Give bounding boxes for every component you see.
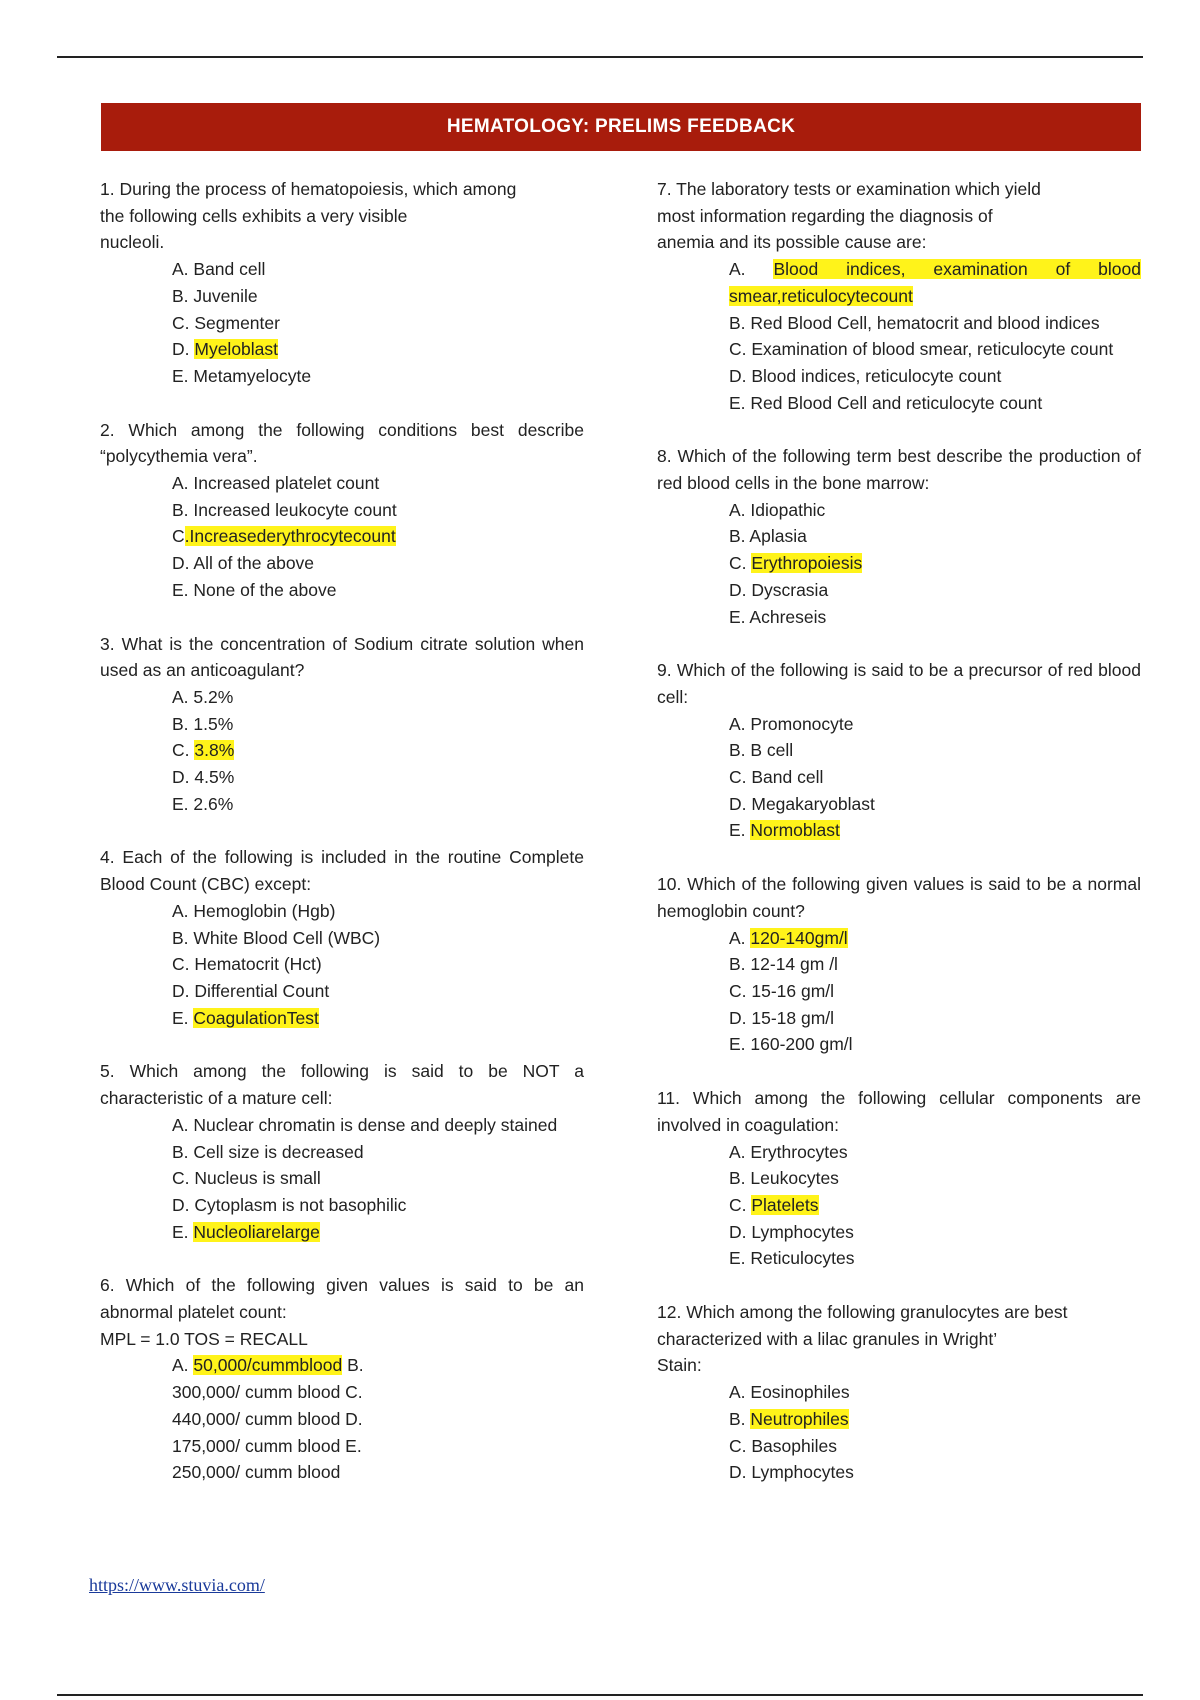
question-6-stem: 6. Which of the following given values is said to be an abnormal platelet count:	[100, 1275, 584, 1323]
option-e: E. Red Blood Cell and reticulocyte count	[729, 392, 1043, 413]
option-line	[172, 1352, 584, 1379]
option-e: E. 160-200 gm/l	[729, 1034, 853, 1055]
question-9-stem: 9. Which of the following is said to be a precursor of red blood cell:	[657, 660, 1141, 707]
question-5	[100, 1058, 584, 1245]
option-letter: E.	[729, 820, 751, 841]
question-10-stem: 10. Which of the following given values is said to be a normal hemoglobin count?	[657, 874, 1141, 921]
page-title: HEMATOLOGY: PRELIMS FEEDBACK	[446, 116, 796, 137]
option-a: A. Idiopathic	[729, 499, 826, 520]
option-b: B. Red Blood Cell, hematocrit and blood indices	[729, 312, 1100, 333]
option-c: C. 15-16 gm/l	[729, 980, 835, 1001]
option-a: A. Band cell	[172, 259, 266, 280]
question-6	[100, 1272, 584, 1486]
question-stem-line: 12. Which among the following granulocytes are best	[657, 1302, 1068, 1323]
question-2	[100, 417, 584, 604]
highlighted-answer: .Increasederythrocytecount	[184, 526, 396, 547]
question-stem-line: Stain:	[657, 1355, 702, 1376]
question-10	[657, 871, 1141, 1058]
option-d: D. Dyscrasia	[729, 579, 829, 600]
option-b	[729, 1406, 1141, 1433]
question-11-stem: 11. Which among the following cellular components are involved in coagulation:	[657, 1088, 1141, 1135]
option-c: C. Nucleus is small	[172, 1168, 321, 1189]
highlighted-answer: Neutrophiles	[750, 1408, 849, 1429]
option-e: E. Reticulocytes	[729, 1248, 855, 1269]
option-c	[172, 737, 584, 764]
option-a: A. Increased platelet count	[172, 473, 380, 494]
option-letter: E.	[172, 1007, 194, 1028]
question-5-stem: 5. Which among the following is said to be NOT a characteristic of a mature cell:	[100, 1061, 584, 1109]
question-stem-line: 7. The laboratory tests or examination which yield	[657, 179, 1041, 199]
option-d: D. Differential Count	[172, 980, 330, 1001]
option-letter: D.	[172, 339, 195, 360]
question-11	[657, 1085, 1141, 1272]
question-6-options	[100, 1352, 584, 1486]
question-10-options	[657, 925, 1141, 1059]
question-6-note: MPL = 1.0 TOS = RECALL	[100, 1328, 308, 1349]
highlighted-answer: 3.8%	[194, 740, 235, 761]
option-d: D. 4.5%	[172, 767, 235, 788]
option-a: A. Erythrocytes	[729, 1141, 848, 1162]
option-letter: A.	[172, 1355, 194, 1376]
highlighted-answer: Myeloblast	[194, 339, 279, 360]
option-a: A. Nuclear chromatin is dense and deeply stained	[172, 1114, 558, 1135]
highlighted-answer: Normoblast	[750, 820, 840, 841]
option-letter: E.	[172, 1221, 194, 1242]
option-letter: C.	[172, 740, 195, 761]
option-b: B. 12-14 gm /l	[729, 954, 838, 975]
question-stem-line: most information regarding the diagnosis of	[657, 205, 993, 226]
option-d: D. Blood indices, reticulocyte count	[729, 365, 1002, 386]
highlighted-answer: CoagulationTest	[193, 1007, 319, 1028]
option-a: A. Hemoglobin (Hgb)	[172, 900, 336, 921]
option-c: C. Examination of blood smear, reticulocyte count	[729, 339, 1114, 360]
option-b: B. Juvenile	[172, 285, 258, 306]
option-e	[172, 1219, 584, 1246]
question-12	[657, 1299, 1141, 1486]
footer-source-link[interactable]: https://www.stuvia.com/	[89, 1575, 265, 1595]
option-c: C. Hematocrit (Hct)	[172, 954, 322, 975]
question-1-options	[100, 256, 584, 390]
option-b: B. Cell size is decreased	[172, 1141, 364, 1162]
option-letter: A.	[729, 927, 751, 948]
option-a: A. Eosinophiles	[729, 1382, 850, 1403]
question-12-options	[657, 1379, 1141, 1486]
question-1	[100, 176, 584, 390]
option-c: C. Basophiles	[729, 1435, 837, 1456]
question-7-stem	[657, 176, 1141, 256]
option-b: B. White Blood Cell (WBC)	[172, 927, 381, 948]
option-c	[729, 550, 1141, 577]
option-e	[172, 1005, 584, 1032]
option-a	[729, 256, 1141, 309]
question-8	[657, 443, 1141, 630]
option-c	[172, 523, 584, 550]
question-7-options	[657, 256, 1141, 416]
option-a	[729, 925, 1141, 952]
question-3-stem: 3. What is the concentration of Sodium citrate solution when used as an anticoagulant?	[100, 633, 584, 681]
question-9-options	[657, 711, 1141, 845]
question-stem-line: the following cells exhibits a very visible	[100, 205, 408, 226]
option-letter: C	[172, 526, 185, 547]
option-letter: B.	[729, 1408, 751, 1429]
question-4-options	[100, 898, 584, 1032]
option-e: E. None of the above	[172, 579, 337, 600]
question-2-stem: 2. Which among the following conditions best describe “polycythemia vera”.	[100, 419, 584, 467]
option-b: B. B cell	[729, 740, 794, 761]
option-c: C. Band cell	[729, 767, 824, 788]
option-d: D. All of the above	[172, 553, 315, 574]
option-letter: C.	[729, 553, 752, 574]
option-line: 300,000/ cumm blood C.	[172, 1382, 363, 1403]
right-column	[657, 176, 1141, 1513]
question-5-options	[100, 1112, 584, 1246]
question-11-options	[657, 1139, 1141, 1273]
option-tail: B.	[342, 1355, 364, 1376]
option-c	[729, 1192, 1141, 1219]
highlighted-answer: Nucleoliarelarge	[193, 1221, 320, 1242]
question-stem-line: 1. During the process of hematopoiesis, which among	[100, 179, 517, 199]
question-3	[100, 631, 584, 818]
option-b: B. Leukocytes	[729, 1168, 839, 1189]
question-7	[657, 176, 1141, 416]
option-e: E. 2.6%	[172, 793, 234, 814]
question-stem-line: nucleoli.	[100, 232, 165, 253]
question-4-stem: 4. Each of the following is included in the routine Complete Blood Count (CBC) except:	[100, 847, 584, 895]
option-d	[172, 336, 584, 363]
question-8-stem: 8. Which of the following term best describe the production of red blood cells in the bone marrow:	[657, 446, 1141, 494]
highlighted-answer: 120-140gm/l	[750, 927, 848, 948]
highlighted-answer: Platelets	[751, 1194, 819, 1215]
question-stem-line: anemia and its possible cause are:	[657, 232, 927, 253]
option-c: C. Segmenter	[172, 312, 280, 333]
highlighted-answer: 50,000/cummblood	[193, 1355, 343, 1376]
option-d: D. 15-18 gm/l	[729, 1007, 835, 1028]
left-column	[100, 176, 584, 1513]
top-rule	[57, 56, 1143, 58]
question-3-options	[100, 684, 584, 818]
question-2-options	[100, 470, 584, 604]
option-b: B. Aplasia	[729, 526, 807, 547]
option-b: B. Increased leukocyte count	[172, 499, 397, 520]
option-line: 440,000/ cumm blood D.	[172, 1408, 363, 1429]
option-e	[729, 817, 1141, 844]
option-d: D. Megakaryoblast	[729, 793, 875, 814]
option-e: E. Achreseis	[729, 606, 827, 627]
question-stem-line: characterized with a lilac granules in Wright’	[657, 1328, 998, 1349]
highlighted-answer: Erythropoiesis	[751, 553, 863, 574]
highlighted-answer: Blood indices, examination of blood smear,reticulocytecount	[729, 259, 1141, 306]
option-e: E. Metamyelocyte	[172, 365, 312, 386]
option-a: A. 5.2%	[172, 686, 234, 707]
option-letter: C.	[729, 1194, 752, 1215]
option-line: 175,000/ cumm blood E.	[172, 1435, 362, 1456]
option-d: D. Lymphocytes	[729, 1221, 854, 1242]
option-b: B. 1.5%	[172, 713, 234, 734]
option-a: A. Promonocyte	[729, 713, 854, 734]
bottom-rule	[57, 1694, 1143, 1696]
page-title-banner	[101, 103, 1141, 151]
question-9	[657, 657, 1141, 844]
option-d: D. Lymphocytes	[729, 1462, 854, 1483]
option-line: 250,000/ cumm blood	[172, 1462, 341, 1483]
option-d: D. Cytoplasm is not basophilic	[172, 1194, 407, 1215]
option-letter: A.	[729, 259, 774, 280]
question-8-options	[657, 497, 1141, 631]
question-4	[100, 844, 584, 1031]
question-12-stem	[657, 1299, 1141, 1379]
question-1-stem	[100, 176, 584, 256]
